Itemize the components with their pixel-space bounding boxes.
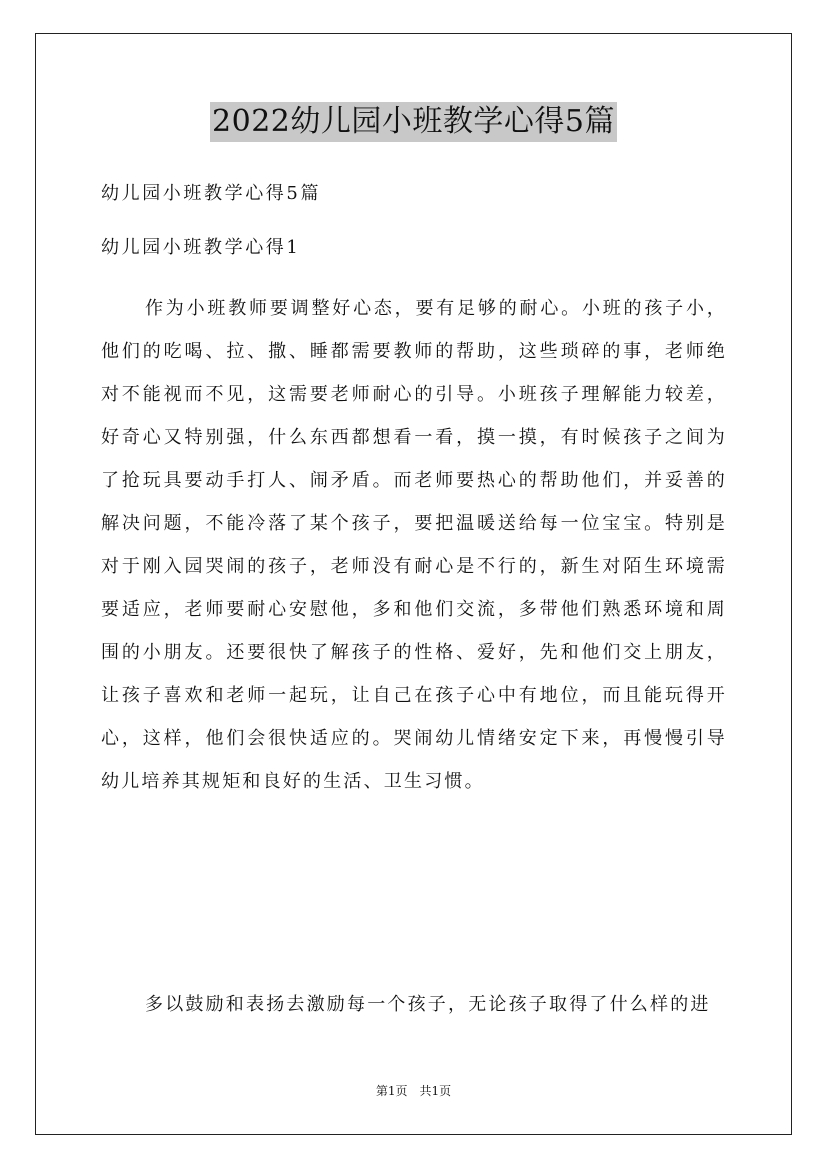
- paragraph-2: 多以鼓励和表扬去激励每一个孩子，无论孩子取得了什么样的进: [145, 994, 711, 1015]
- document-subtitle: 幼儿园小班教学心得5篇: [101, 183, 322, 204]
- document-title: 2022幼儿园小班教学心得5篇: [210, 102, 617, 142]
- section-heading: 幼儿园小班教学心得1: [101, 237, 301, 258]
- paragraph-1: 作为小班教师要调整好心态，要有足够的耐心。小班的孩子小，他们的吃喝、拉、撒、睡都需要教师的帮助，这些琐碎的事，老师绝对不能视而不见，这需要老师耐心的引导。小班孩子理解能力较差，好奇心又特别强，什么东西都想看一看，摸一摸，有时候孩子之间为了抢玩具要动手打人、闹矛盾。而老师要热心的帮助他们，并妥善的解决问题，不能冷落了某个孩子，要把温暖送给每一位宝宝。特别是对于刚入园哭闹的孩子，老师没有耐心是不行的，新生对陌生环境需要适应，老师要耐心安慰他，多和他们交流，多带他们熟悉环境和周围的小朋友。还要很快了解孩子的性格、爱好，先和他们交上朋友，让孩子喜欢和老师一起玩，让自己在孩子心中有地位，而且能玩得开心，这样，他们会很快适应的。哭闹幼儿情绪安定下来，再慢慢引导幼儿培养其规矩和良好的生活、卫生习惯。: [101, 298, 727, 792]
- page-number: 第1页 共1页: [375, 1084, 452, 1098]
- title-container: [0, 102, 827, 142]
